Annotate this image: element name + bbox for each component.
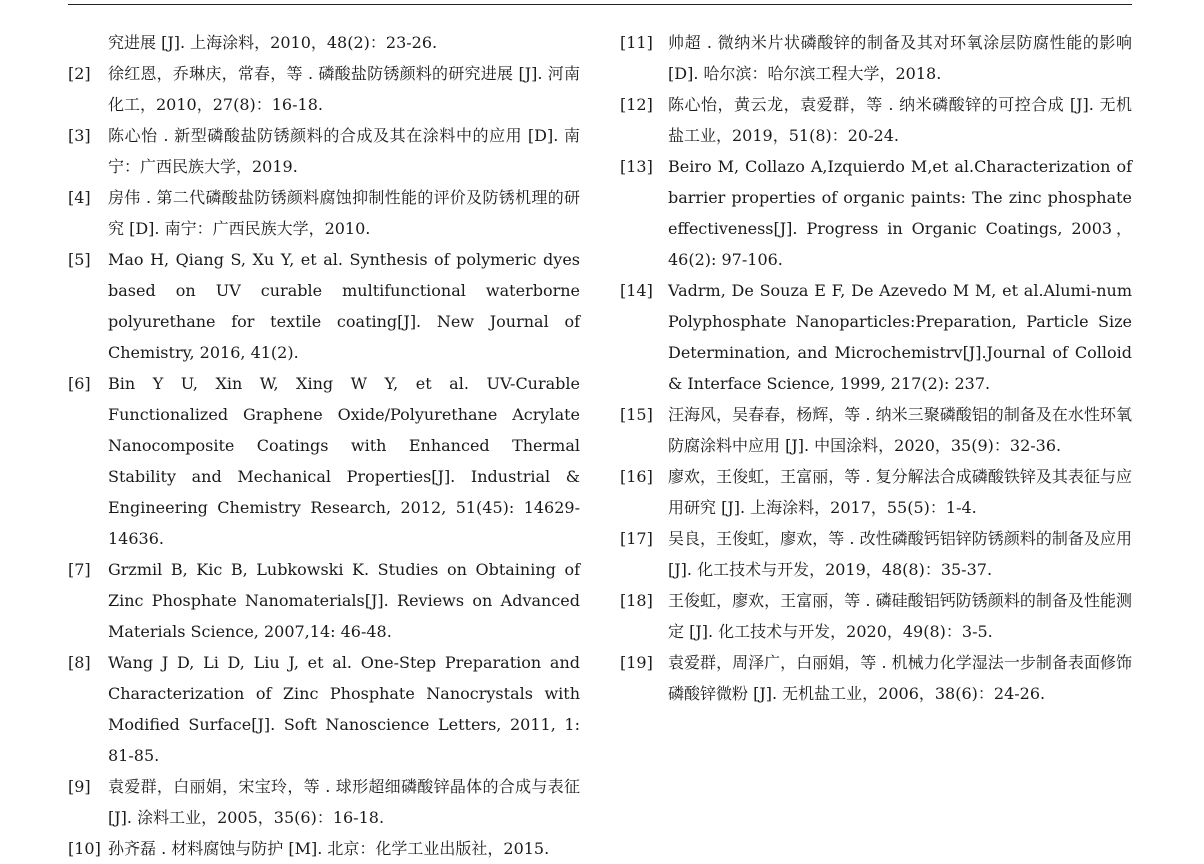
reference-9 xyxy=(68,771,580,833)
reference-number: [18] xyxy=(620,591,653,610)
reference-text: 孙齐磊 . 材料腐蚀与防护 [M]. 北京：化学工业出版社，2015. xyxy=(108,839,550,858)
reference-number: [15] xyxy=(620,405,653,424)
reference-number: [12] xyxy=(620,95,653,114)
reference-number: [8] xyxy=(68,653,91,672)
top-rule xyxy=(68,4,1132,5)
reference-1-continued xyxy=(68,27,580,58)
reference-17 xyxy=(620,523,1132,585)
reference-number: [13] xyxy=(620,157,653,176)
reference-text: Vadrm, De Souza E F, De Azevedo M M, et al.Alumi-num Polyphosphate Nanoparticles:Preparation, Particle Size Determination, and Microchemistrv[J].Journal of Colloid & Interface Science, 1999, 217(2): 237. xyxy=(668,281,1132,393)
reference-text: 陈心怡 . 新型磷酸盐防锈颜料的合成及其在涂料中的应用 [D]. 南宁：广西民族大学，2019. xyxy=(108,126,580,176)
reference-number: [11] xyxy=(620,33,653,52)
reference-11 xyxy=(620,27,1132,89)
reference-text: Grzmil B, Kic B, Lubkowski K. Studies on Obtaining of Zinc Phosphate Nanomaterials[J]. Reviews on Advanced Materials Science, 2007,14: 46-48. xyxy=(108,560,580,641)
reference-number: [14] xyxy=(620,281,653,300)
reference-text: 袁爱群，周泽广，白丽娟，等 . 机械力化学湿法一步制备表面修饰磷酸锌微粉 [J]. 无机盐工业，2006，38(6)：24-26. xyxy=(668,653,1132,703)
reference-4 xyxy=(68,182,580,244)
reference-7 xyxy=(68,554,580,647)
reference-19 xyxy=(620,647,1132,709)
reference-number: [3] xyxy=(68,126,91,145)
reference-15 xyxy=(620,399,1132,461)
reference-number: [4] xyxy=(68,188,91,207)
reference-13 xyxy=(620,151,1132,275)
reference-text: Mao H, Qiang S, Xu Y, et al. Synthesis of polymeric dyes based on UV curable multifunctional waterborne polyurethane for textile coating[J]. New Journal of Chemistry, 2016, 41(2). xyxy=(108,250,580,362)
references-right-column xyxy=(620,27,1132,709)
reference-number: [2] xyxy=(68,64,91,83)
reference-text: Beiro M, Collazo A,Izquierdo M,et al.Characterization of barrier properties of organic paints: The zinc phosphate effectiveness[J]. Progress in Organic Coatings, 2003，46(2): 97-106. xyxy=(668,157,1132,269)
reference-text: 吴良，王俊虹，廖欢，等 . 改性磷酸钙铝锌防锈颜料的制备及应用 [J]. 化工技术与开发，2019，48(8)：35-37. xyxy=(668,529,1132,579)
reference-text: 廖欢，王俊虹，王富丽，等 . 复分解法合成磷酸铁锌及其表征与应用研究 [J]. 上海涂料，2017，55(5)：1-4. xyxy=(668,467,1132,517)
reference-text: 陈心怡，黄云龙，袁爱群，等 . 纳米磷酸锌的可控合成 [J]. 无机盐工业，2019，51(8)：20-24. xyxy=(668,95,1132,145)
reference-number: [19] xyxy=(620,653,653,672)
reference-text: 帅超 . 微纳米片状磷酸锌的制备及其对环氧涂层防腐性能的影响 [D]. 哈尔滨：哈尔滨工程大学，2018. xyxy=(668,33,1132,83)
reference-text: 房伟 . 第二代磷酸盐防锈颜料腐蚀抑制性能的评价及防锈机理的研究 [D]. 南宁：广西民族大学，2010. xyxy=(108,188,580,238)
reference-text: Bin Y U, Xin W, Xing W Y, et al. UV-Curable Functionalized Graphene Oxide/Polyurethane Acrylate Nanocomposite Coatings with Enhanced Thermal Stability and Mechanical Properties[J]. Industrial & Engineering Chemistry Research, 2012, 51(45): 14629-14636. xyxy=(108,374,580,548)
reference-8 xyxy=(68,647,580,771)
reference-6 xyxy=(68,368,580,554)
reference-text: 徐红恩，乔琳庆，常春，等 . 磷酸盐防锈颜料的研究进展 [J]. 河南化工，2010，27(8)：16-18. xyxy=(108,64,580,114)
reference-16 xyxy=(620,461,1132,523)
reference-number: [7] xyxy=(68,560,91,579)
reference-number: [10] xyxy=(68,839,101,858)
reference-text: 王俊虹，廖欢，王富丽，等 . 磷硅酸铝钙防锈颜料的制备及性能测定 [J]. 化工技术与开发，2020，49(8)：3-5. xyxy=(668,591,1132,641)
reference-number: [9] xyxy=(68,777,91,796)
reference-number: [5] xyxy=(68,250,91,269)
references-left-column xyxy=(68,27,580,864)
reference-number: [16] xyxy=(620,467,653,486)
reference-2 xyxy=(68,58,580,120)
reference-10 xyxy=(68,833,580,864)
reference-number: [6] xyxy=(68,374,91,393)
reference-12 xyxy=(620,89,1132,151)
reference-text: 袁爱群，白丽娟，宋宝玲，等 . 球形超细磷酸锌晶体的合成与表征 [J]. 涂料工业，2005，35(6)：16-18. xyxy=(108,777,580,827)
reference-3 xyxy=(68,120,580,182)
reference-text: Wang J D, Li D, Liu J, et al. One-Step Preparation and Characterization of Zinc Phosphate Nanocrystals with Modified Surface[J]. Soft Nanoscience Letters, 2011, 1: 81-85. xyxy=(108,653,580,765)
reference-5 xyxy=(68,244,580,368)
reference-number: [17] xyxy=(620,529,653,548)
reference-text: 汪海风，吴春春，杨辉，等 . 纳米三聚磷酸铝的制备及在水性环氧防腐涂料中应用 [J]. 中国涂料，2020，35(9)：32-36. xyxy=(668,405,1132,455)
reference-18 xyxy=(620,585,1132,647)
reference-text: 究进展 [J]. 上海涂料，2010，48(2)：23-26. xyxy=(108,33,438,52)
reference-14 xyxy=(620,275,1132,399)
